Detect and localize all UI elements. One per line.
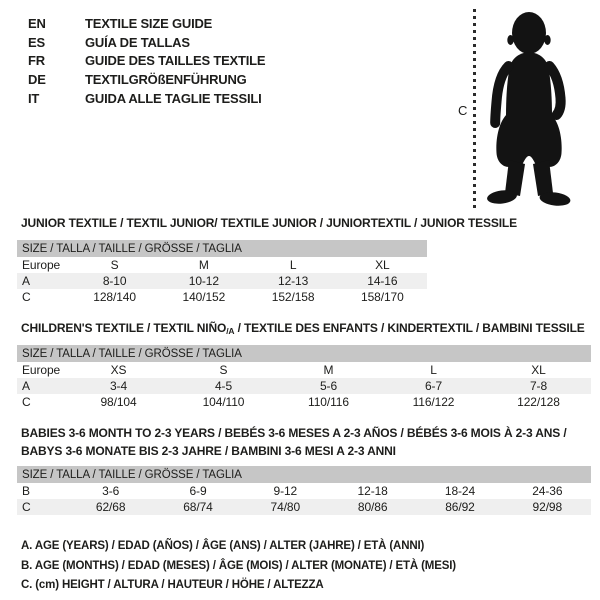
language-row-fr — [28, 52, 265, 71]
table-cell: 68/74 — [154, 499, 241, 515]
table-cell: 10-12 — [159, 273, 248, 289]
table-cell: 128/140 — [93, 290, 136, 304]
babies-title-line: BABIES 3-6 MONTH TO 2-3 YEARS / BEBÉS 3-6 MESES A 2-3 AÑOS / BÉBÉS 3-6 MOIS À 2-3 ANS / — [21, 426, 567, 440]
row-label: C — [22, 395, 31, 409]
language-code: DE — [28, 72, 46, 88]
table-cell: 14-16 — [338, 273, 427, 289]
legend-line-b: B. AGE (MONTHS) / EDAD (MESES) / ÂGE (MOIS) / ALTER (MONATE) / ETÀ (MESI) — [21, 559, 456, 572]
table-cell: 62/68 — [67, 499, 154, 515]
table-cell: 9-12 — [273, 484, 298, 498]
table-cell: 8-10 — [70, 273, 159, 289]
language-row-en — [28, 14, 265, 33]
babies-size-table — [17, 466, 591, 515]
babies-title-line: BABYS 3-6 MONATE BIS 2-3 JAHRE / BAMBINI 3-6 MESI A 2-3 ANNI — [21, 444, 396, 458]
table-header-band — [17, 345, 591, 362]
legend-line-c: C. (cm) HEIGHT / ALTURA / HAUTEUR / HÖHE / ALTEZZA — [21, 579, 324, 592]
table-cell: XL — [375, 258, 390, 272]
table-cell: L — [430, 363, 437, 377]
language-title: TEXTILGRÖßENFÜHRUNG — [85, 72, 247, 88]
table-cell: 86/92 — [416, 499, 503, 515]
table-cell: L — [289, 258, 297, 272]
table-cell: 4-5 — [171, 378, 276, 394]
size-band-label: SIZE / TALLA / TAILLE / GRÖSSE / TAGLIA — [17, 466, 591, 483]
language-row-de — [28, 70, 265, 89]
table-cell: 92/98 — [504, 499, 591, 515]
size-band-label: SIZE / TALLA / TAILLE / GRÖSSE / TAGLIA — [17, 345, 591, 362]
table-cell: 116/122 — [412, 395, 455, 409]
table-cell: 74/80 — [242, 499, 329, 515]
table-row — [17, 362, 591, 378]
table-cell: 140/152 — [182, 290, 226, 304]
language-code: FR — [28, 53, 45, 69]
table-cell: 7-8 — [486, 378, 591, 394]
junior-size-table — [17, 240, 427, 305]
table-cell: S — [219, 363, 228, 377]
table-header-band — [17, 466, 591, 483]
row-label: C — [17, 499, 67, 515]
row-label: Europe — [22, 363, 61, 377]
children-title-part: CHILDREN'S TEXTILE / TEXTIL NIÑO — [21, 321, 227, 335]
table-cell: M — [198, 258, 209, 272]
row-label: A — [17, 378, 66, 394]
language-title: GUÍA DE TALLAS — [85, 34, 190, 50]
table-row — [17, 378, 591, 394]
table-cell: 6-9 — [189, 484, 207, 498]
junior-section-title: JUNIOR TEXTILE / TEXTIL JUNIOR/ TEXTILE JUNIOR / JUNIORTEXTIL / JUNIOR TESSILE — [21, 216, 517, 230]
legend — [21, 536, 456, 595]
language-title: TEXTILE SIZE GUIDE — [85, 15, 213, 31]
legend-line-a: A. AGE (YEARS) / EDAD (AÑOS) / ÂGE (ANS) / ALTER (JAHRE) / ETÀ (ANNI) — [21, 539, 425, 552]
table-cell: 98/104 — [100, 395, 137, 409]
language-list — [28, 14, 265, 108]
children-size-table — [17, 345, 591, 410]
table-cell: XL — [531, 363, 546, 377]
table-row — [17, 257, 427, 273]
row-label: C — [22, 290, 31, 304]
table-cell: 12-13 — [249, 273, 338, 289]
table-cell: 104/110 — [202, 395, 245, 409]
table-cell: XS — [110, 363, 127, 377]
table-cell: 158/170 — [361, 290, 404, 304]
table-cell: 3-4 — [66, 378, 171, 394]
language-title: GUIDA ALLE TAGLIE TESSILI — [85, 91, 262, 107]
table-cell: 6-7 — [381, 378, 486, 394]
height-measure-label: C — [458, 103, 468, 118]
table-row — [17, 394, 591, 410]
table-header-band — [17, 240, 427, 257]
table-cell: M — [323, 363, 334, 377]
language-title: GUIDE DES TAILLES TEXTILE — [85, 53, 266, 69]
language-row-it — [28, 89, 265, 108]
table-cell: 110/116 — [308, 395, 349, 409]
table-cell: 12-18 — [357, 484, 388, 498]
language-code: EN — [28, 15, 46, 31]
table-row — [17, 289, 427, 305]
table-row — [17, 273, 427, 289]
table-row — [17, 499, 591, 515]
table-cell: S — [110, 258, 119, 272]
table-cell: 18-24 — [444, 484, 476, 498]
toddler-silhouette-icon — [485, 10, 575, 208]
row-label: B — [22, 484, 30, 498]
row-label: A — [17, 273, 70, 289]
table-cell: 24-36 — [532, 484, 563, 498]
language-code: ES — [28, 34, 45, 50]
height-measure-dotted-line — [473, 9, 476, 208]
row-label: Europe — [22, 258, 61, 272]
language-code: IT — [28, 91, 40, 107]
size-band-label: SIZE / TALLA / TAILLE / GRÖSSE / TAGLIA — [17, 240, 427, 257]
table-cell: 80/86 — [329, 499, 416, 515]
children-title-subscript: /A — [226, 326, 235, 336]
table-row — [17, 483, 591, 499]
children-section-title — [21, 321, 585, 338]
table-cell: 5-6 — [276, 378, 381, 394]
children-title-part: / TEXTILE DES ENFANTS / KINDERTEXTIL / BAMBINI TESSILE — [234, 321, 585, 335]
table-cell: 122/128 — [517, 395, 560, 409]
language-row-es — [28, 33, 265, 52]
table-cell: 152/158 — [271, 290, 315, 304]
babies-section-title — [21, 424, 567, 460]
table-cell: 3-6 — [102, 484, 120, 498]
